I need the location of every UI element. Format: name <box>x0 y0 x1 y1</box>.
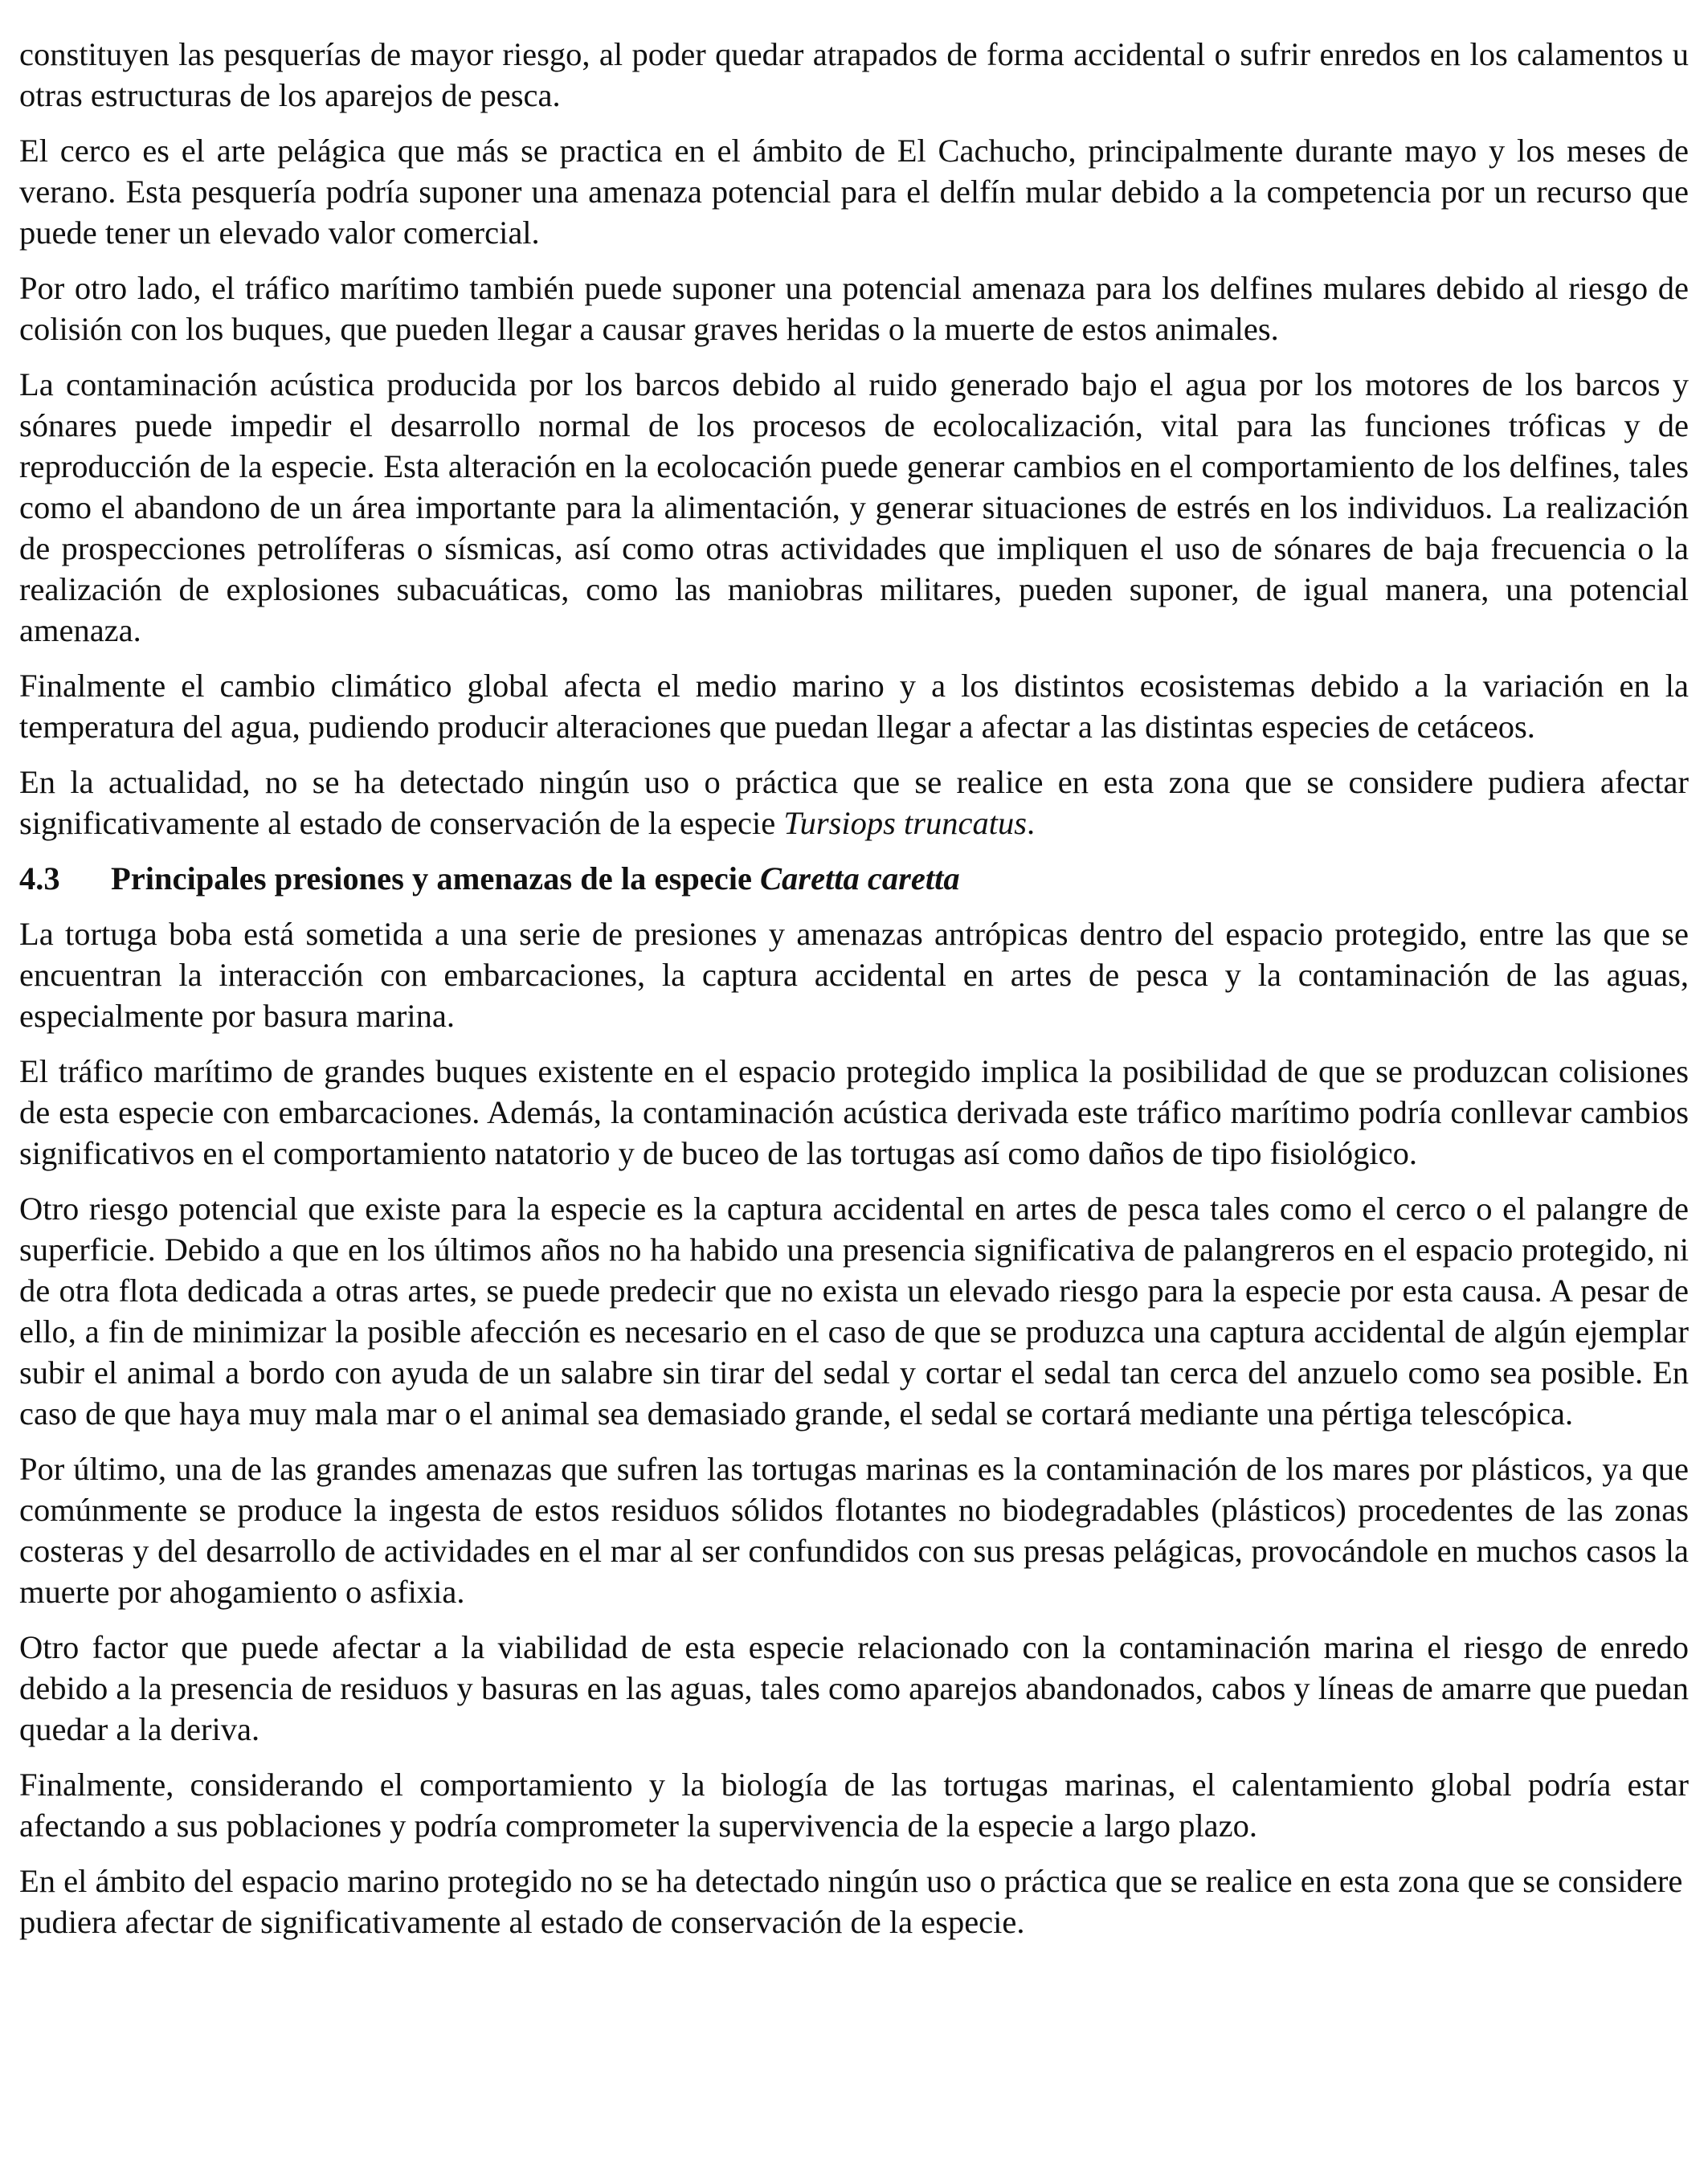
paragraph-climate-change: Finalmente el cambio climático global afecta el medio marino y a los distintos ecosistemas debido a la variación en la temperatura del agua, pudiendo producir alteraciones que puedan llegar a afectar a las distintas especies de cetáceos. <box>19 668 1689 745</box>
section-number: 4.3 <box>19 860 60 897</box>
document-page <box>19 34 1689 1957</box>
paragraph-bycatch: Otro riesgo potencial que existe para la especie es la captura accidental en artes de pesca tales como el cerco o el palangre de superficie. Debido a que en los últimos años no ha habido una presencia significativa de palangreros en el espacio protegido, ni de otra flota dedicada a otras artes, se puede predecir que no exista un elevado riesgo para la especie por esta causa. A pesar de ello, a fin de minimizar la posible afección es necesario en el caso de que se produzca una captura accidental de algún ejemplar subir el animal a bordo con ayuda de un salabre sin tirar del sedal y cortar el sedal tan cerca del anzuelo como sea posible. En caso de que haya muy mala mar o el animal sea demasiado grande, el sedal se cortará mediante una pértiga telescópica. <box>19 1191 1689 1432</box>
section-title <box>111 858 960 899</box>
paragraph-caretta-conclusion: En el ámbito del espacio marino protegido no se ha detectado ningún uso o práctica que se realice en esta zona que se considere pudiera afectar de significativamente al estado de conservación de la especie. <box>19 1863 1683 1940</box>
paragraph-pressures-overview: La tortuga boba está sometida a una serie de presiones y amenazas antrópicas dentro del espacio protegido, entre las que se encuentran la interacción con embarcaciones, la captura accidental en artes de pesca y la contaminación de las aguas, especialmente por basura marina. <box>19 916 1689 1034</box>
paragraph-maritime-traffic: Por otro lado, el tráfico marítimo también puede suponer una potencial amenaza para los delfines mulares debido al riesgo de colisión con los buques, que pueden llegar a causar graves heridas o la muerte de estos animales. <box>19 270 1689 347</box>
paragraph-fisheries-risk: constituyen las pesquerías de mayor riesgo, al poder quedar atrapados de forma accidental o sufrir enredos en los calamentos u otras estructuras de los aparejos de pesca. <box>19 36 1689 113</box>
paragraph-purse-seine: El cerco es el arte pelágica que más se practica en el ámbito de El Cachucho, principalmente durante mayo y los meses de verano. Esta pesquería podría suponer una amenaza potencial para el delfín mular debido a la competencia por un recurso que puede tener un elevado valor comercial. <box>19 133 1689 251</box>
tursiops-text-after: . <box>1027 805 1036 841</box>
tursiops-text-before: En la actualidad, no se ha detectado ningún uso o práctica que se realice en esta zona que se considere pudiera afectar significativamente al estado de conservación de la especie <box>19 764 1689 841</box>
paragraph-entanglement: Otro factor que puede afectar a la viabilidad de esta especie relacionado con la contaminación marina el riesgo de enredo debido a la presencia de residuos y basuras en las aguas, tales como aparejos abandonados, cabos y líneas de amarre que puedan quedar a la deriva. <box>19 1629 1689 1747</box>
section-heading <box>19 858 1689 899</box>
paragraph-acoustic-pollution: La contaminación acústica producida por los barcos debido al ruido generado bajo el agua por los motores de los barcos y sónares puede impedir el desarrollo normal de los procesos de ecolocalización, vital para las funciones tróficas y de reproducción de la especie. Esta alteración en la ecolocación puede generar cambios en el comportamiento de los delfines, tales como el abandono de un área importante para la alimentación, y generar situaciones de estrés en los individuos. La realización de prospecciones petrolíferas o sísmicas, así como otras actividades que impliquen el uso de sónares de baja frecuencia o la realización de explosiones subacuáticas, como las maniobras militares, pueden suponer, de igual manera, una potencial amenaza. <box>19 366 1689 648</box>
paragraph-tursiops-conclusion <box>19 762 1689 843</box>
section-title-species: Caretta caretta <box>760 860 960 897</box>
paragraph-plastic-pollution: Por último, una de las grandes amenazas que sufren las tortugas marinas es la contaminación de los mares por plásticos, ya que comúnmente se produce la ingesta de estos residuos sólidos flotantes no biodegradables (plásticos) procedentes de las zonas costeras y del desarrollo de actividades en el mar al ser confundidos con sus presas pelágicas, provocándole en muchos casos la muerte por ahogamiento o asfixia. <box>19 1451 1689 1610</box>
paragraph-global-warming: Finalmente, considerando el comportamiento y la biología de las tortugas marinas, el calentamiento global podría estar afectando a sus poblaciones y podría comprometer la supervivencia de la especie a largo plazo. <box>19 1767 1689 1844</box>
paragraph-vessel-collisions: El tráfico marítimo de grandes buques existente en el espacio protegido implica la posibilidad de que se produzcan colisiones de esta especie con embarcaciones. Además, la contaminación acústica derivada este tráfico marítimo podría conllevar cambios significativos en el comportamiento natatorio y de buceo de las tortugas así como daños de tipo fisiológico. <box>19 1053 1689 1171</box>
section-title-text: Principales presiones y amenazas de la especie <box>111 860 761 897</box>
tursiops-species-name: Tursiops truncatus <box>783 805 1028 841</box>
